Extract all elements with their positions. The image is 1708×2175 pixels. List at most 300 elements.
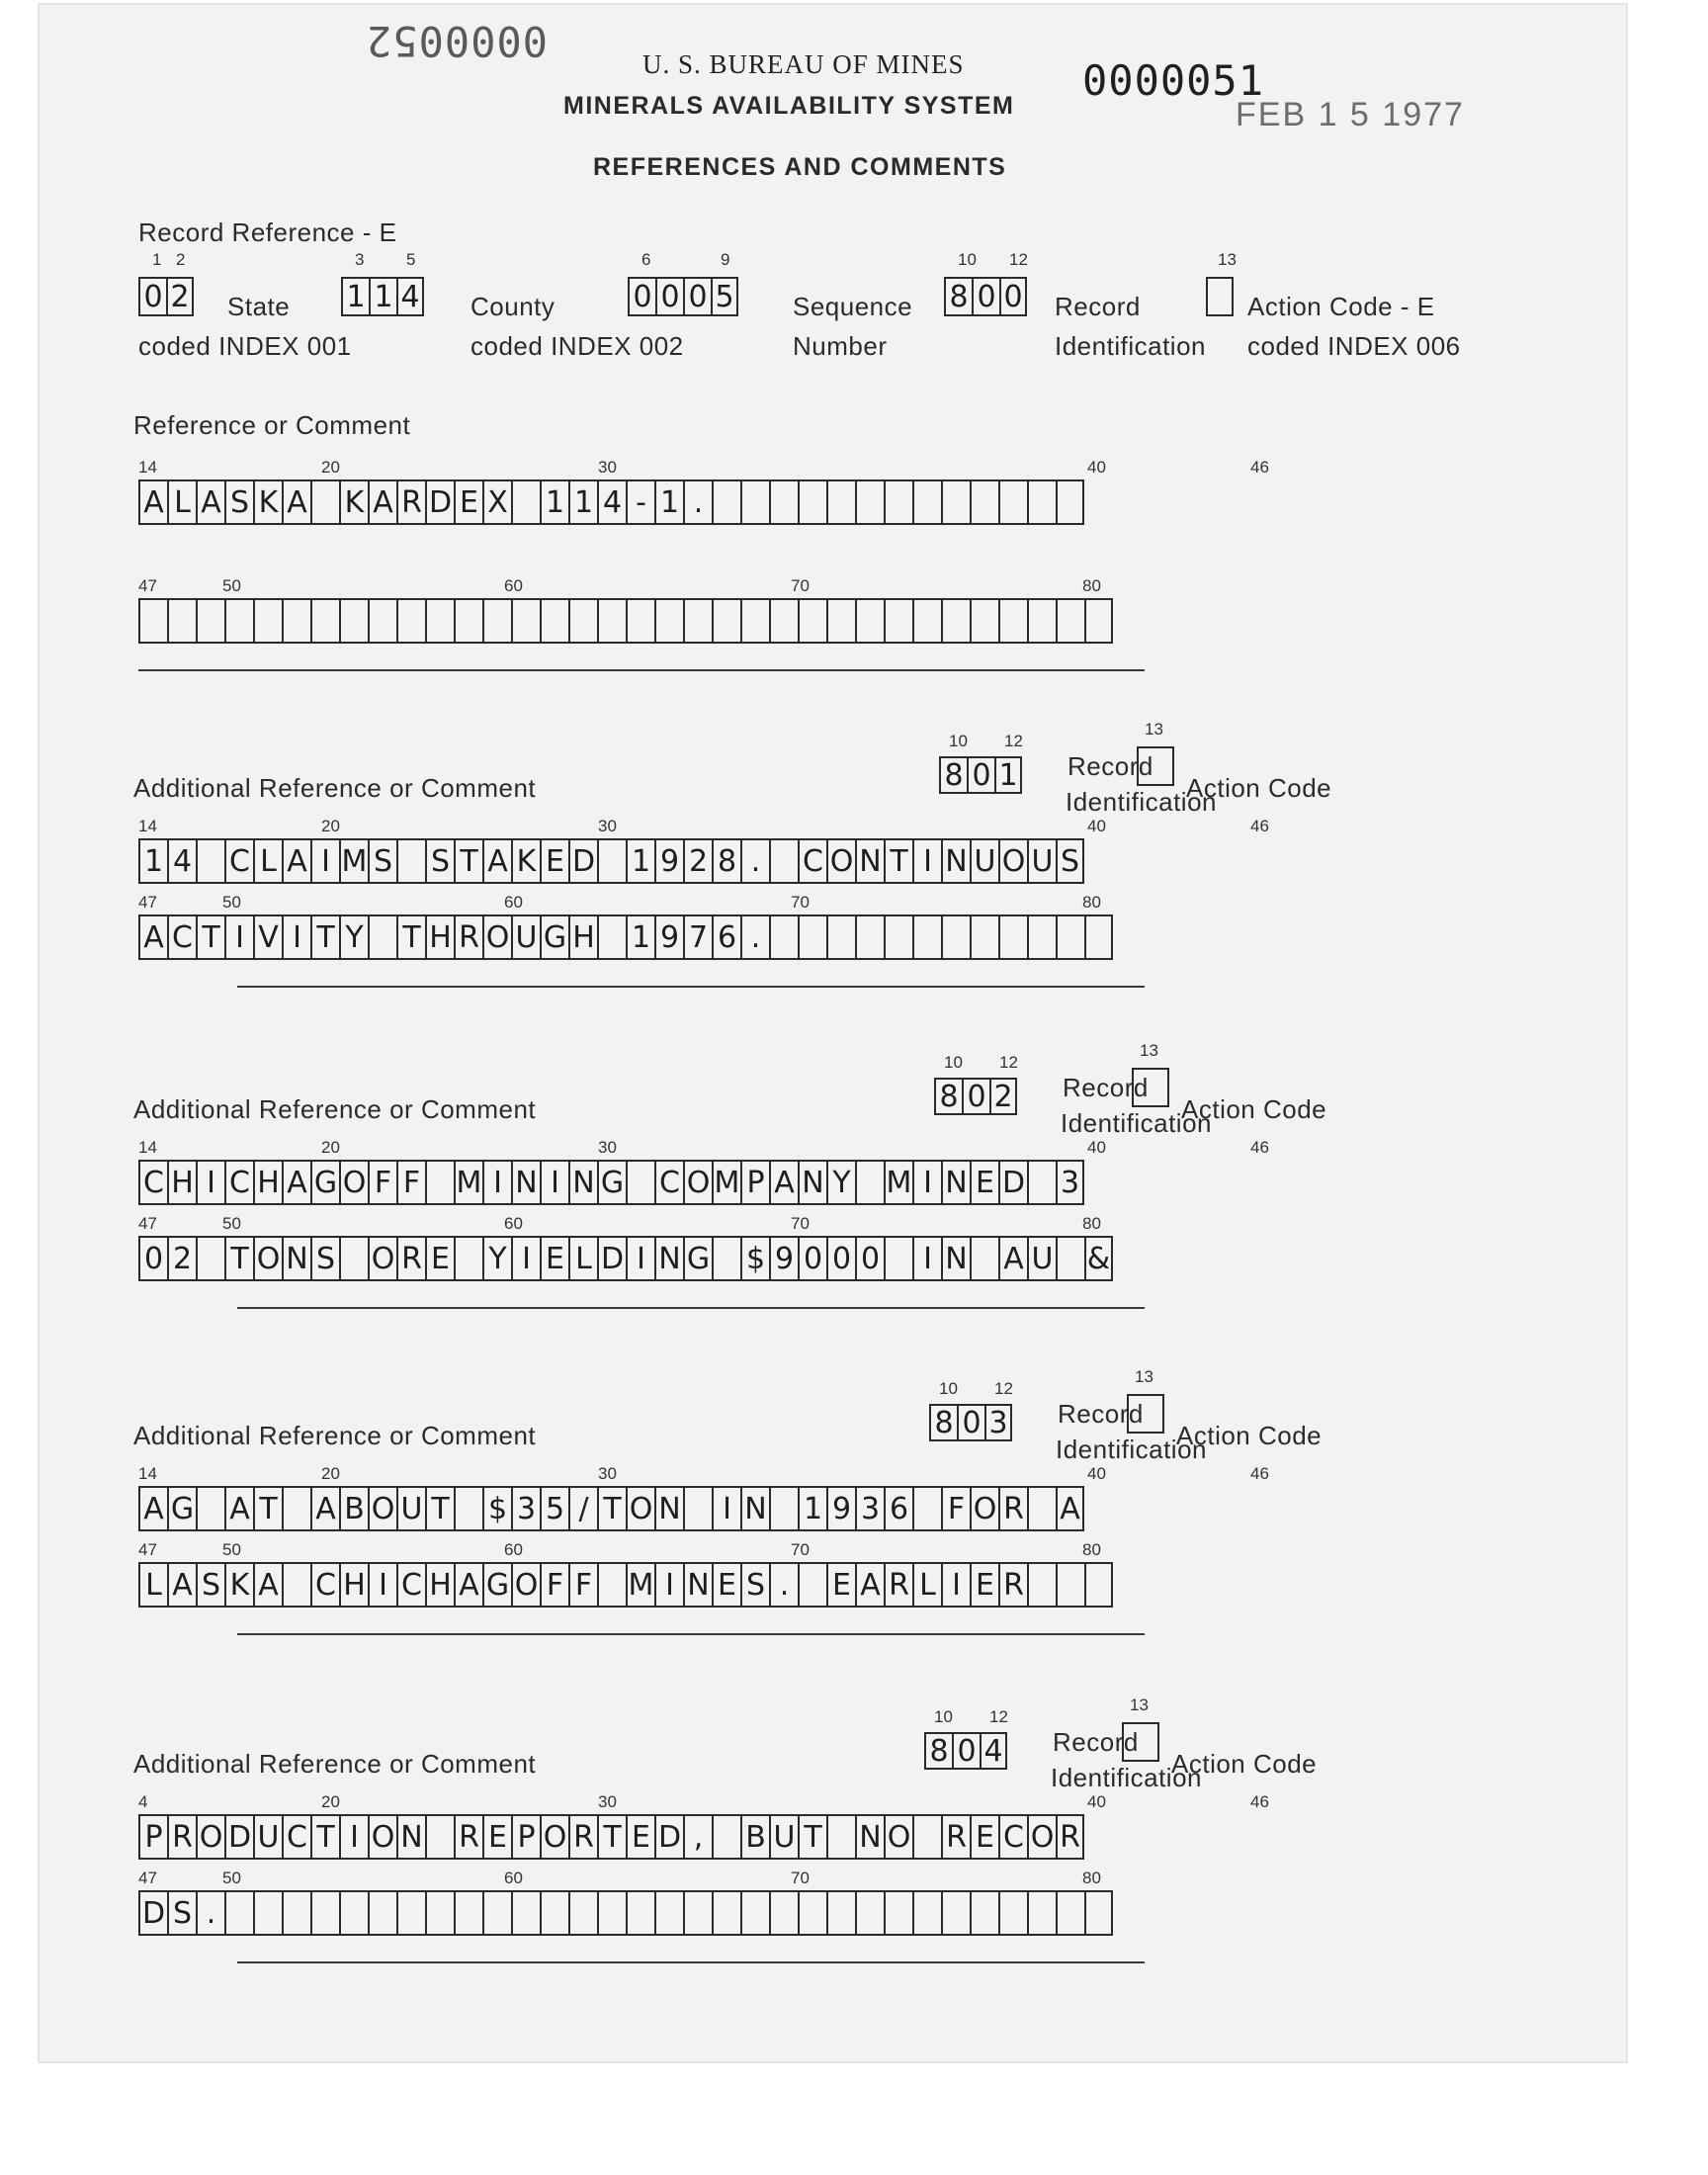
char-box: N xyxy=(798,1160,826,1205)
char-box: T xyxy=(196,914,224,960)
record-label: Record xyxy=(1063,1073,1149,1102)
identification-label: Identification xyxy=(1056,1435,1207,1464)
char-box: O xyxy=(368,1236,396,1281)
system-title: MINERALS AVAILABILITY SYSTEM xyxy=(563,92,1015,120)
char-box: 8 xyxy=(939,756,967,794)
char-box xyxy=(884,1890,912,1936)
column-number: 30 xyxy=(598,1138,617,1157)
char-box: 5 xyxy=(540,1486,568,1531)
char-box: R xyxy=(167,1814,196,1860)
char-box xyxy=(396,1890,425,1936)
char-box xyxy=(798,1890,826,1936)
column-number: 10 xyxy=(958,250,977,269)
char-box: A xyxy=(196,479,224,525)
char-box: E xyxy=(454,479,482,525)
column-number: 47 xyxy=(138,576,157,595)
char-box: U xyxy=(511,914,540,960)
char-box: B xyxy=(740,1814,769,1860)
char-box: 3 xyxy=(855,1486,884,1531)
column-number: 13 xyxy=(1218,250,1237,269)
char-box: F xyxy=(568,1562,597,1608)
char-box: I xyxy=(712,1486,740,1531)
char-box: T xyxy=(454,838,482,884)
char-box: D xyxy=(568,838,597,884)
column-number: 40 xyxy=(1087,458,1106,477)
char-box: A xyxy=(224,1486,253,1531)
char-box: R xyxy=(396,1236,425,1281)
comment-line-1[interactable] xyxy=(138,1814,1084,1860)
char-box: K xyxy=(253,479,282,525)
char-box: T xyxy=(224,1236,253,1281)
column-number: 6 xyxy=(641,250,651,269)
char-box: I xyxy=(224,914,253,960)
char-box: 5 xyxy=(711,277,738,316)
char-box: N xyxy=(740,1486,769,1531)
char-box: 2 xyxy=(166,277,194,316)
char-box: Y xyxy=(482,1236,511,1281)
agency-title: U. S. BUREAU OF MINES xyxy=(642,49,965,79)
char-box: 4 xyxy=(980,1732,1007,1770)
char-box: H xyxy=(339,1562,368,1608)
char-box: A xyxy=(138,1486,167,1531)
column-number: 20 xyxy=(321,1464,340,1483)
char-box: C xyxy=(396,1562,425,1608)
char-box xyxy=(224,1890,253,1936)
action-code-label: Action Code xyxy=(1176,1421,1323,1450)
column-number: 10 xyxy=(939,1379,958,1398)
record-reference-label: Record Reference - E xyxy=(138,218,397,247)
char-box: A xyxy=(368,479,396,525)
char-box: - xyxy=(626,479,654,525)
column-number: 70 xyxy=(791,1869,810,1887)
action-code-label: Action Code xyxy=(1181,1094,1327,1124)
column-number: 46 xyxy=(1250,817,1269,835)
char-box: N xyxy=(282,1236,310,1281)
char-box: A xyxy=(138,479,167,525)
char-box: O xyxy=(482,914,511,960)
column-number: 30 xyxy=(598,1792,617,1811)
char-box: 1 xyxy=(138,838,167,884)
char-box: A xyxy=(282,1160,310,1205)
char-box: E xyxy=(626,1814,654,1860)
char-box: 0 xyxy=(138,277,166,316)
char-box: I xyxy=(282,914,310,960)
char-box: 2 xyxy=(683,838,712,884)
char-box: 4 xyxy=(396,277,424,316)
char-box xyxy=(368,1890,396,1936)
char-box: U xyxy=(1027,838,1056,884)
char-box xyxy=(511,1890,540,1936)
char-box: 2 xyxy=(989,1078,1017,1115)
char-box: 6 xyxy=(884,1486,912,1531)
column-number: 10 xyxy=(949,732,968,750)
section-heading: Additional Reference or Comment xyxy=(133,773,537,803)
char-box: 0 xyxy=(855,1236,884,1281)
char-box: E xyxy=(540,838,568,884)
char-box: A xyxy=(167,1562,196,1608)
char-box: S xyxy=(1056,838,1084,884)
char-box: M xyxy=(712,1160,740,1205)
char-box: O xyxy=(253,1236,282,1281)
char-box xyxy=(712,1890,740,1936)
char-box: A xyxy=(855,1562,884,1608)
char-box: I xyxy=(482,1160,511,1205)
char-box: 1 xyxy=(626,838,654,884)
column-number: 60 xyxy=(504,893,523,912)
column-number: 30 xyxy=(598,817,617,835)
char-box: 1 xyxy=(798,1486,826,1531)
column-number: 70 xyxy=(791,576,810,595)
char-box: N xyxy=(941,1236,970,1281)
char-box: 3 xyxy=(984,1404,1012,1441)
char-box xyxy=(683,1890,712,1936)
char-box: 1 xyxy=(341,277,369,316)
char-box: E xyxy=(482,1814,511,1860)
column-number: 47 xyxy=(138,1540,157,1559)
char-box: C xyxy=(167,914,196,960)
char-box: F xyxy=(540,1562,568,1608)
char-box: R xyxy=(568,1814,597,1860)
char-box: 0 xyxy=(999,277,1027,316)
column-number: 60 xyxy=(504,1214,523,1233)
char-box: B xyxy=(339,1486,368,1531)
column-number: 80 xyxy=(1082,893,1101,912)
char-box xyxy=(482,1890,511,1936)
column-number: 12 xyxy=(994,1379,1013,1398)
char-box xyxy=(941,1890,970,1936)
char-box: L xyxy=(912,1562,941,1608)
char-box xyxy=(1027,1890,1056,1936)
column-number: 20 xyxy=(321,1792,340,1811)
char-box: R xyxy=(941,1814,970,1860)
column-number: 70 xyxy=(791,1214,810,1233)
column-number: 12 xyxy=(1009,250,1028,269)
column-number: 60 xyxy=(504,1869,523,1887)
char-box: H xyxy=(253,1160,282,1205)
char-box: A xyxy=(253,1562,282,1608)
char-box: D xyxy=(654,1814,683,1860)
char-box xyxy=(339,1890,368,1936)
column-number: 47 xyxy=(138,893,157,912)
separator-line xyxy=(237,1961,1145,1963)
char-box: L xyxy=(253,838,282,884)
char-box: F xyxy=(368,1160,396,1205)
column-number: 13 xyxy=(1140,1041,1158,1060)
char-box: I xyxy=(941,1562,970,1608)
column-number: 60 xyxy=(504,576,523,595)
char-box: U xyxy=(396,1486,425,1531)
action-code-box[interactable] xyxy=(1122,1722,1159,1762)
char-box: S xyxy=(368,838,396,884)
char-box: O xyxy=(826,838,855,884)
char-box xyxy=(310,1890,339,1936)
char-box: E xyxy=(970,1562,998,1608)
char-box: F xyxy=(396,1160,425,1205)
char-box: 8 xyxy=(924,1732,952,1770)
column-number: 2 xyxy=(176,250,186,269)
column-number: 50 xyxy=(222,1540,241,1559)
char-box: I xyxy=(626,1236,654,1281)
char-box: C xyxy=(798,838,826,884)
char-box: O xyxy=(368,1814,396,1860)
action-code-label: Action Code xyxy=(1171,1749,1318,1779)
char-box: T xyxy=(884,838,912,884)
column-number: 12 xyxy=(989,1707,1008,1726)
char-box: E xyxy=(970,1814,998,1860)
char-box: C xyxy=(138,1160,167,1205)
char-box: A xyxy=(769,1160,798,1205)
char-box: K xyxy=(224,1562,253,1608)
char-box: 9 xyxy=(654,914,683,960)
char-box: 0 xyxy=(957,1404,984,1441)
section-heading: Additional Reference or Comment xyxy=(133,1094,537,1124)
char-box xyxy=(540,1890,568,1936)
char-box: S xyxy=(310,1236,339,1281)
char-box: 2 xyxy=(167,1236,196,1281)
char-box: I xyxy=(540,1160,568,1205)
char-box xyxy=(654,1890,683,1936)
char-box: H xyxy=(425,1562,454,1608)
char-box: P xyxy=(740,1160,769,1205)
column-number: 50 xyxy=(222,1869,241,1887)
char-box: U xyxy=(970,838,998,884)
column-number: 50 xyxy=(222,576,241,595)
char-box: 0 xyxy=(952,1732,980,1770)
char-box: A xyxy=(482,838,511,884)
char-box: G xyxy=(310,1160,339,1205)
char-box xyxy=(425,1814,454,1860)
column-number: 46 xyxy=(1250,458,1269,477)
char-box xyxy=(998,1890,1027,1936)
char-box: T xyxy=(310,914,339,960)
char-box: V xyxy=(253,914,282,960)
char-box: A xyxy=(282,838,310,884)
char-box xyxy=(826,1890,855,1936)
column-number: 80 xyxy=(1082,1540,1101,1559)
char-box: Y xyxy=(339,914,368,960)
column-number: 50 xyxy=(222,893,241,912)
column-number: 3 xyxy=(355,250,365,269)
char-box: S xyxy=(224,479,253,525)
char-box: . xyxy=(769,1562,798,1608)
column-number: 40 xyxy=(1087,1792,1106,1811)
char-box: O xyxy=(626,1486,654,1531)
char-box: 1 xyxy=(994,756,1022,794)
char-box: A xyxy=(1056,1486,1084,1531)
char-box: L xyxy=(167,479,196,525)
char-box: I xyxy=(196,1160,224,1205)
char-box: U xyxy=(769,1814,798,1860)
form-sheet xyxy=(40,5,1626,2061)
char-box: D xyxy=(138,1890,167,1936)
char-box: C xyxy=(282,1814,310,1860)
char-box: O xyxy=(998,838,1027,884)
char-box xyxy=(970,1890,998,1936)
char-box: 8 xyxy=(929,1404,957,1441)
char-box: M xyxy=(626,1562,654,1608)
char-box: 6 xyxy=(712,914,740,960)
column-number: 70 xyxy=(791,893,810,912)
char-box: L xyxy=(138,1562,167,1608)
char-box: R xyxy=(454,914,482,960)
char-box: R xyxy=(454,1814,482,1860)
identification-label: Identification xyxy=(1051,1763,1202,1792)
char-box: Y xyxy=(826,1160,855,1205)
char-box xyxy=(826,1814,855,1860)
char-box: 9 xyxy=(769,1236,798,1281)
section-heading: Reference or Comment xyxy=(133,410,411,440)
column-number: 13 xyxy=(1135,1367,1153,1386)
char-box: O xyxy=(884,1814,912,1860)
char-box: S xyxy=(196,1562,224,1608)
column-number: 47 xyxy=(138,1214,157,1233)
char-box: N xyxy=(941,838,970,884)
char-box xyxy=(740,1890,769,1936)
char-box: L xyxy=(568,1236,597,1281)
char-box: , xyxy=(683,1814,712,1860)
char-box: T xyxy=(798,1814,826,1860)
char-box xyxy=(454,1890,482,1936)
state-sublabel: coded INDEX 001 xyxy=(138,331,352,361)
char-box: K xyxy=(511,838,540,884)
char-box xyxy=(912,1814,941,1860)
char-box: H xyxy=(568,914,597,960)
char-box: N xyxy=(511,1160,540,1205)
column-number: 80 xyxy=(1082,1214,1101,1233)
stamp-number: 0000051 xyxy=(1082,56,1265,105)
char-box: 0 xyxy=(972,277,999,316)
char-box: I xyxy=(912,1236,941,1281)
char-box: 0 xyxy=(138,1236,167,1281)
char-box: I xyxy=(339,1814,368,1860)
char-box: 8 xyxy=(934,1078,962,1115)
column-number: 30 xyxy=(598,458,617,477)
char-box: N xyxy=(654,1486,683,1531)
char-box: F xyxy=(941,1486,970,1531)
column-number: 46 xyxy=(1250,1138,1269,1157)
char-box: 0 xyxy=(628,277,655,316)
char-box xyxy=(712,1814,740,1860)
char-box: O xyxy=(511,1562,540,1608)
char-box: I xyxy=(368,1562,396,1608)
record_id-label: Record xyxy=(1055,292,1141,321)
char-box: N xyxy=(855,838,884,884)
char-box: E xyxy=(826,1562,855,1608)
char-box: C xyxy=(998,1814,1027,1860)
column-number: 30 xyxy=(598,1464,617,1483)
char-box: U xyxy=(1027,1236,1056,1281)
char-box: A xyxy=(998,1236,1027,1281)
action_code-sublabel: coded INDEX 006 xyxy=(1247,331,1461,361)
char-box: I xyxy=(511,1236,540,1281)
char-box xyxy=(626,1890,654,1936)
column-number: 14 xyxy=(138,1464,157,1483)
char-box: I xyxy=(912,1160,941,1205)
char-box xyxy=(855,1890,884,1936)
char-box: C xyxy=(224,1160,253,1205)
char-box xyxy=(1084,1890,1113,1936)
sequence-label: Sequence xyxy=(793,292,913,321)
char-box xyxy=(253,1890,282,1936)
column-number: 80 xyxy=(1082,1869,1101,1887)
state-label: State xyxy=(227,292,291,321)
char-box: 0 xyxy=(683,277,711,316)
char-box: M xyxy=(454,1160,482,1205)
char-box: A xyxy=(310,1486,339,1531)
char-box: X xyxy=(482,479,511,525)
char-box: I xyxy=(912,838,941,884)
char-box xyxy=(597,1890,626,1936)
char-box: 4 xyxy=(597,479,626,525)
char-box: 0 xyxy=(962,1078,989,1115)
char-box: E xyxy=(425,1236,454,1281)
char-box: 1 xyxy=(626,914,654,960)
column-number: 14 xyxy=(138,458,157,477)
char-box: R xyxy=(998,1486,1027,1531)
stamp-number-upside-down: 0000052 xyxy=(366,17,549,65)
column-number: 20 xyxy=(321,458,340,477)
char-box: T xyxy=(310,1814,339,1860)
char-box: 0 xyxy=(798,1236,826,1281)
char-box xyxy=(282,1890,310,1936)
char-box: S xyxy=(425,838,454,884)
column-number: 10 xyxy=(944,1053,963,1072)
char-box: 7 xyxy=(683,914,712,960)
column-number: 20 xyxy=(321,1138,340,1157)
char-box: C xyxy=(654,1160,683,1205)
char-box: G xyxy=(167,1486,196,1531)
column-number: 40 xyxy=(1087,1138,1106,1157)
char-box: S xyxy=(167,1890,196,1936)
char-box: D xyxy=(998,1160,1027,1205)
column-number: 9 xyxy=(721,250,730,269)
record-id-input[interactable] xyxy=(924,1732,1007,1770)
county-label: County xyxy=(470,292,555,321)
column-number: 12 xyxy=(999,1053,1018,1072)
column-number: 13 xyxy=(1130,1696,1149,1714)
char-box: E xyxy=(970,1160,998,1205)
char-box: 1 xyxy=(369,277,396,316)
section-heading: Additional Reference or Comment xyxy=(133,1421,537,1450)
char-box: A xyxy=(454,1562,482,1608)
char-box: N xyxy=(855,1814,884,1860)
char-box: R xyxy=(998,1562,1027,1608)
column-number: 20 xyxy=(321,817,340,835)
char-box: C xyxy=(310,1562,339,1608)
column-number: 1 xyxy=(152,250,162,269)
column-number: 40 xyxy=(1087,1464,1106,1483)
char-box: A xyxy=(282,479,310,525)
char-box: 0 xyxy=(967,756,994,794)
char-box: U xyxy=(253,1814,282,1860)
char-box: R xyxy=(884,1562,912,1608)
char-box: . xyxy=(683,479,712,525)
record_id-sublabel: Identification xyxy=(1055,331,1206,361)
column-number: 12 xyxy=(1004,732,1023,750)
column-number: 10 xyxy=(934,1707,953,1726)
record-label: Record xyxy=(1058,1399,1144,1429)
char-box: I xyxy=(654,1562,683,1608)
comment-line-2[interactable] xyxy=(138,1890,1113,1936)
char-box: T xyxy=(597,1486,626,1531)
char-box: & xyxy=(1084,1236,1113,1281)
column-number: 40 xyxy=(1087,817,1106,835)
date-stamp: FEB 1 5 1977 xyxy=(1236,96,1465,133)
char-box: H xyxy=(425,914,454,960)
char-box: T xyxy=(425,1486,454,1531)
char-box: 0 xyxy=(826,1236,855,1281)
char-box: 9 xyxy=(826,1486,855,1531)
